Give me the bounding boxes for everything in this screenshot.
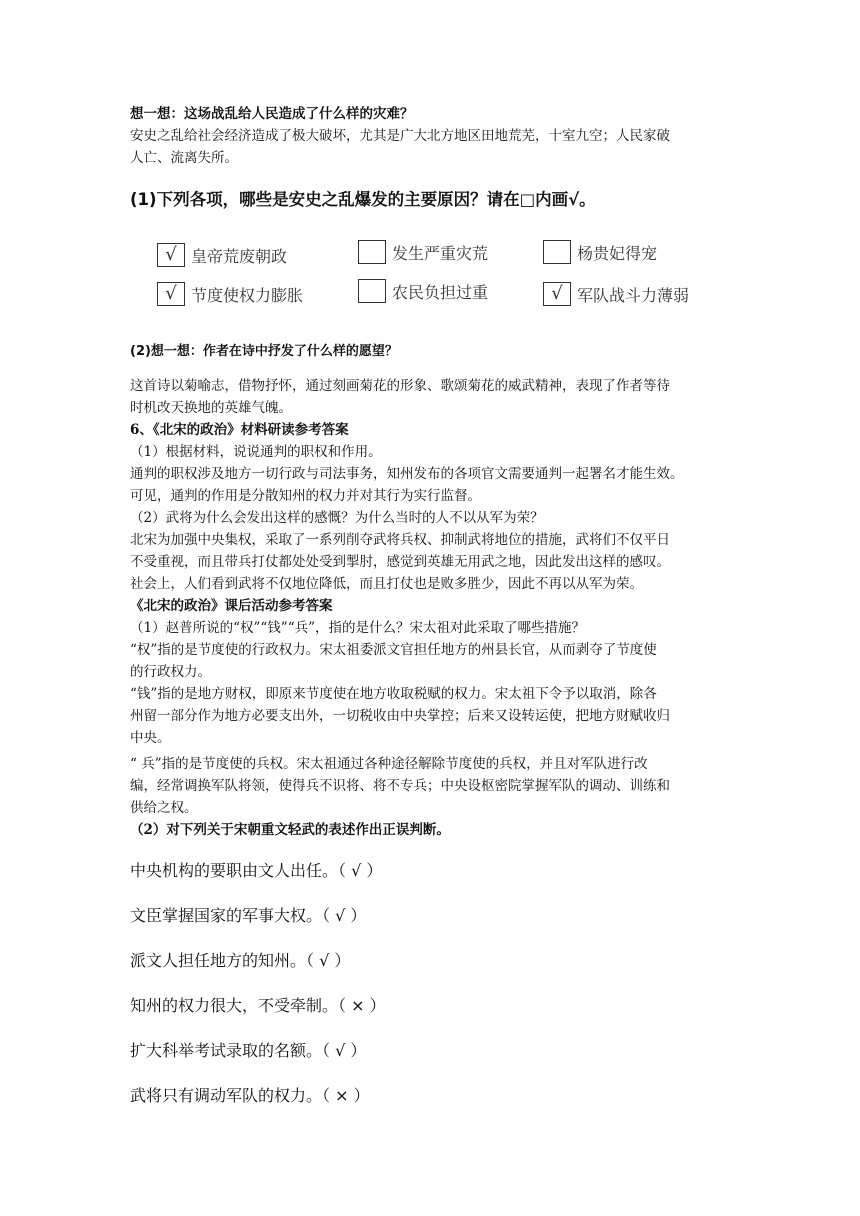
section6-title: 6、《北宋的政治》材料研读参考答案 [130,422,349,438]
intro-question: 想一想：这场战乱给人民造成了什么样的灾难？ [130,106,414,122]
checkbox-empty [358,279,386,303]
option-6 [543,282,689,306]
option-1 [157,243,287,267]
q2-answer-line2: 时机改天换地的英雄气魄。 [130,400,292,416]
checkbox-checked: √ [157,282,185,306]
after-q2: （2）对下列关于宋朝重文轻武的表述作出正误判断。 [130,822,450,838]
checkbox-empty [358,240,386,264]
intro-answer-line2: 人亡、流离失所。 [130,150,238,166]
section6-a2-line3: 社会上，人们看到武将不仅地位降低，而且打仗也是败多胜少，因此不再以从军为荣。 [130,576,643,592]
checkbox-checked: √ [543,282,571,306]
quan-line1: “权”指的是节度使的行政权力。宋太祖委派文官担任地方的州县长官，从而剥夺了节度使 [130,642,657,658]
bing-line1: “ 兵”指的是节度使的兵权。宋太祖通过各种途径解除节度使的兵权，并且对军队进行改 [130,756,648,772]
section6-a1-line1: 通判的职权涉及地方一切行政与司法事务，知州发布的各项官文需要通判一起署名才能生效。 [130,466,684,482]
q1-heading: (1)下列各项，哪些是安史之乱爆发的主要原因？请在□内画√。 [130,190,596,209]
option-label: 皇帝荒废朝政 [191,246,288,266]
q2-answer-line1: 这首诗以菊喻志，借物抒怀，通过刻画菊花的形象、歌颂菊花的威武精神，表现了作者等待 [130,378,670,394]
option-4 [157,282,303,306]
judgement-3: 派文人担任地方的知州。（ √ ） [130,951,351,970]
after-q1: （1）赵普所说的“权”“钱”“兵”，指的是什么？宋太祖对此采取了哪些措施？ [130,620,585,636]
option-label: 杨贵妃得宠 [577,243,658,263]
section6-q1: （1）根据材料，说说通判的职权和作用。 [130,444,382,460]
intro-answer-line1: 安史之乱给社会经济造成了极大破坏，尤其是广大北方地区田地荒芜，十室九空；人民家破 [130,128,670,144]
option-label: 农民负担过重 [392,282,489,302]
qian-line2: 州留一部分作为地方必要支出外，一切税收由中央掌控；后来又设转运使，把地方财赋收归 [130,708,670,724]
section6-q2: （2）武将为什么会发出这样的感慨？为什么当时的人不以从军为荣？ [130,510,544,526]
bing-line2: 编，经常调换军队将领，使得兵不识将、将不专兵；中央设枢密院掌握军队的调动、训练和 [130,778,670,794]
checkbox-checked: √ [157,243,185,267]
qian-line1: “钱”指的是地方财权，即原来节度使在地方收取税赋的权力。宋太祖下令予以取消，除各 [130,686,657,702]
option-2 [358,240,488,264]
quan-line2: 的行政权力。 [130,664,211,680]
option-label: 军队战斗力薄弱 [577,285,690,305]
option-5 [358,279,488,303]
section6-a2-line1: 北宋为加强中央集权，采取了一系列削夺武将兵权、抑制武将地位的措施，武将们不仅平日 [130,532,670,548]
option-label: 节度使权力膨胀 [191,285,304,305]
bing-line3: 供给之权。 [130,800,198,816]
judgement-5: 扩大科举考试录取的名额。（ √ ） [130,1041,367,1060]
judgement-4: 知州的权力很大，不受牵制。（ × ） [130,996,386,1015]
option-label: 发生严重灾荒 [392,243,489,263]
qian-line3: 中央。 [130,730,171,746]
section6-a2-line2: 不受重视，而且带兵打仗都处处受到掣肘，感觉到英雄无用武之地，因此发出这样的感叹。 [130,554,670,570]
option-3 [543,240,657,264]
section6-a1-line2: 可见，通判的作用是分散知州的权力并对其行为实行监督。 [130,488,481,504]
judgement-1: 中央机构的要职由文人出任。（ √ ） [130,861,383,880]
after-title: 《北宋的政治》课后活动参考答案 [130,598,333,614]
judgement-6: 武将只有调动军队的权力。（ × ） [130,1086,370,1105]
checkbox-empty [543,240,571,264]
q2-heading: (2)想一想：作者在诗中抒发了什么样的愿望？ [130,344,398,359]
judgement-2: 文臣掌握国家的军事大权。（ √ ） [130,906,367,925]
